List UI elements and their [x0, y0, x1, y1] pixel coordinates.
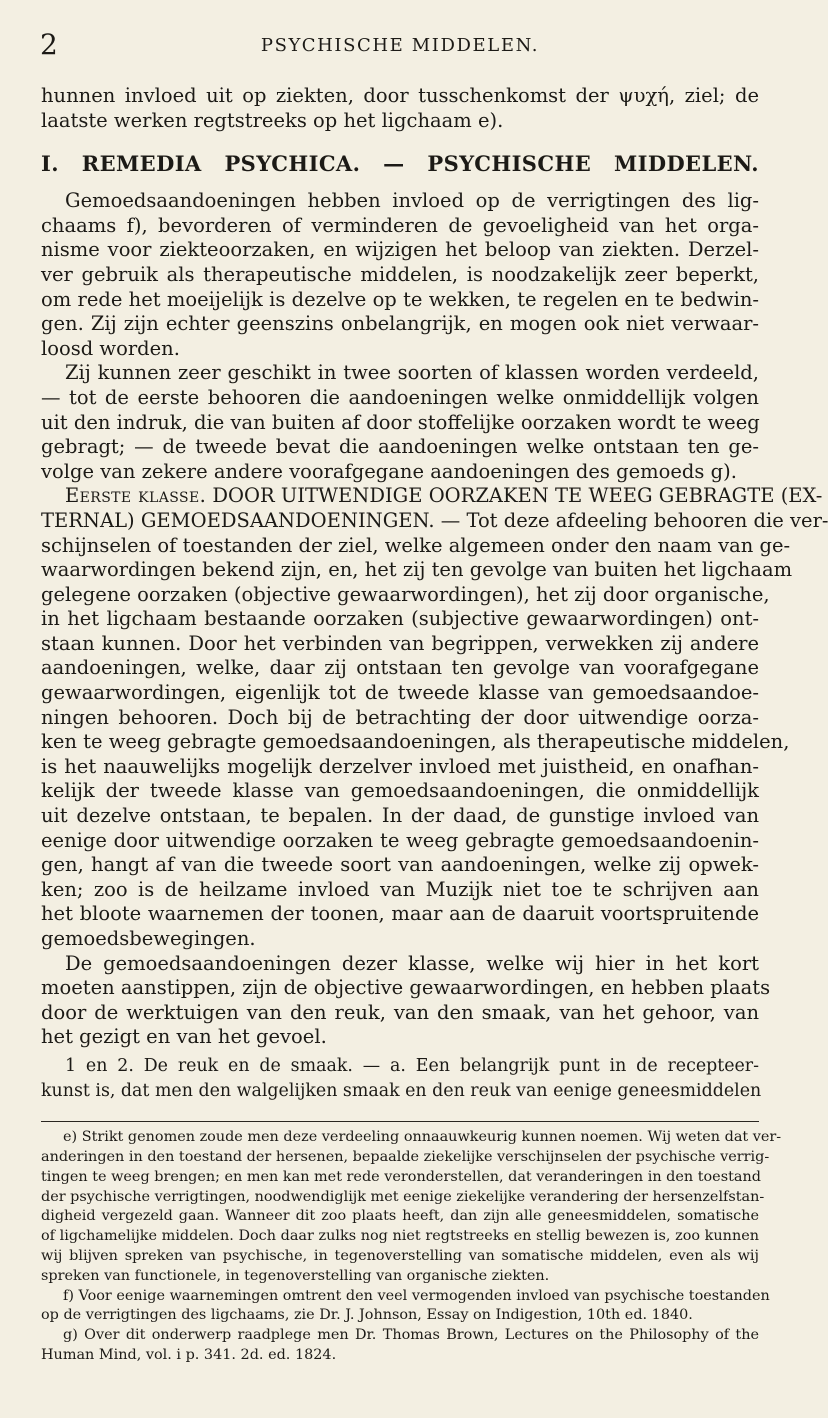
paragraph	[41, 951, 771, 1050]
text-line	[41, 484, 823, 509]
running-title: PSYCHISCHE MIDDELEN.	[260, 35, 540, 56]
text-line: ken te weeg gebragte gemoedsaandoeningen, als therapeutische middelen,	[41, 730, 790, 754]
footnote-line: f) Voor eenige waarnemingen omtrent den veel vermogenden invloed van psychische toestanden	[63, 1287, 770, 1304]
paragraph	[41, 484, 828, 951]
page-body	[41, 84, 828, 1366]
text-line: aandoeningen, welke, daar zij ontstaan ten gevolge van voorafgegane	[41, 656, 759, 680]
footnote-line: der psychische verrigtingen, noodwendiglijk met eenige ziekelijke verandering der hersenzelfstan-	[41, 1188, 765, 1205]
text-line: kunst is, dat men den walgelijken smaak en den reuk van eenige geneesmiddelen	[41, 1080, 762, 1101]
text-line: chaams f), bevorderen of verminderen de gevoeligheid van het orga-	[41, 213, 759, 237]
footnote-g	[41, 1326, 759, 1366]
footnote-line: anderingen in den toestand der hersenen, bepaalde ziekelijke verschijnselen der psychische verrig-	[41, 1148, 770, 1165]
footnote-line: spreken van functionele, in tegenoverstelling van organische ziekten.	[41, 1267, 550, 1284]
paragraph	[41, 189, 759, 361]
text-line: door de werktuigen van den reuk, van den smaak, van het gehoor, van	[41, 1000, 759, 1024]
text-line: waarwordingen bekend zijn, en, het zij ten gevolge van buiten het ligchaam	[41, 558, 793, 582]
text-line: volge van zekere andere voorafgegane aandoeningen des gemoeds g).	[41, 459, 737, 483]
text-line: gewaarwordingen, eigenlijk tot de tweede klasse van gemoedsaandoe-	[41, 681, 759, 705]
paragraph	[41, 1054, 762, 1103]
page-header	[40, 28, 760, 62]
footnote-line: Human Mind, vol. i p. 341. 2d. ed. 1824.	[41, 1346, 337, 1363]
text-line: kelijk der tweede klasse van gemoedsaandoeningen, die onmiddellijk	[41, 779, 759, 803]
text-line: Gemoedsaandoeningen hebben invloed op de verrigtingen des lig-	[65, 189, 759, 213]
paragraph	[41, 361, 759, 484]
footnote-line: op de verrigtingen des ligchaams, zie Dr. J. Johnson, Essay on Indigestion, 10th ed. 1840.	[41, 1307, 693, 1324]
footnote-f	[41, 1287, 770, 1327]
text-line: gebragt; — de tweede bevat die aandoeningen welke ontstaan ten ge-	[41, 435, 759, 459]
text-line: ver gebruik als therapeutische middelen, is noodzakelijk zeer beperkt,	[41, 262, 759, 286]
text-line: het gezigt en van het gevoel.	[41, 1025, 327, 1049]
text-line: gemoedsbewegingen.	[41, 927, 256, 950]
subsection-title: DOOR UITWENDIGE OORZAKEN TE WEEG GEBRAGTE (EX-	[206, 484, 823, 508]
text-line: gelegene oorzaken (objective gewaarwordingen), het zij door organische,	[41, 582, 770, 606]
footnote-line: e) Strikt genomen zoude men deze verdeeling onnaauwkeurig kunnen noemen. Wij weten dat ver-	[63, 1129, 782, 1146]
page-number: 2	[40, 28, 58, 61]
text-line: eenige door uitwendige oorzaken te weeg gebragte gemoedsaandoenin-	[41, 828, 759, 852]
text-line: — tot de eerste behooren die aandoeningen welke onmiddellijk volgen	[41, 385, 759, 409]
text-line: is het naauwelijks mogelijk derzelver invloed met juistheid, en onafhan-	[41, 754, 759, 778]
footnote-separator	[41, 1121, 759, 1122]
text-line: TERNAL) GEMOEDSAANDOENINGEN. — Tot deze afdeeling behooren die ver-	[41, 508, 828, 532]
text-line: De gemoedsaandoeningen dezer klasse, welke wij hier in het kort	[65, 951, 759, 975]
subsection-lead: Eerste klasse.	[65, 484, 207, 508]
section-heading: I. REMEDIA PSYCHICA. — PSYCHISCHE MIDDELEN.	[41, 151, 759, 177]
footnote-line: g) Over dit onderwerp raadplege men Dr. Thomas Brown, Lectures on the Philosophy of the	[63, 1327, 759, 1344]
text-line: 1 en 2. De reuk en de smaak. — a. Een belangrijk punt in de recepteer-	[65, 1055, 759, 1076]
text-line: staan kunnen. Door het verbinden van begrippen, verwekken zij andere	[41, 631, 759, 655]
footnote-line: tingen te weeg brengen; en men kan met rede veronderstellen, dat veranderingen in den toestand	[41, 1168, 761, 1185]
footnote-e	[41, 1128, 782, 1286]
intro-paragraph	[41, 84, 759, 133]
text-line: nisme voor ziekteoorzaken, en wijzigen het beloop van ziekten. Derzel-	[41, 238, 759, 262]
text-line: schijnselen of toestanden der ziel, welke algemeen onder den naam van ge-	[41, 533, 791, 557]
text-line: in het ligchaam bestaande oorzaken (subjective gewaarwordingen) ont-	[41, 607, 759, 631]
text-line: uit den indruk, die van buiten af door stoffelijke oorzaken wordt te weeg	[41, 410, 760, 434]
footnote-line: digheid vergezeld gaan. Wanneer dit zoo plaats heeft, dan zijn alle geneesmiddelen, somatische	[41, 1208, 759, 1225]
footnote-line: of ligchamelijke middelen. Doch daar zulks nog niet regtstreeks en stellig bewezen is, zoo kunnen	[41, 1228, 759, 1245]
text-line: uit dezelve ontstaan, te bepalen. In der daad, de gunstige invloed van	[41, 804, 759, 828]
text-line: Zij kunnen zeer geschikt in twee soorten of klassen worden verdeeld,	[65, 361, 759, 385]
text-line: hunnen invloed uit op ziekten, door tusschenkomst der ψυχή, ziel; de	[41, 84, 759, 107]
text-line: ningen behooren. Doch bij de betrachting der door uitwendige oorza-	[41, 705, 759, 729]
text-line: moeten aanstippen, zijn de objective gewaarwordingen, en hebben plaats	[41, 976, 771, 1000]
text-line: loosd worden.	[41, 336, 180, 360]
text-line: het bloote waarnemen der toonen, maar aan de daaruit voortspruitende	[41, 902, 759, 926]
text-line: om rede het moeijelijk is dezelve op te wekken, te regelen en te bedwin-	[41, 287, 759, 311]
footnote-line: wij blijven spreken van psychische, in tegenoverstelling van somatische middelen, even als wij	[41, 1247, 759, 1264]
text-line: ken; zoo is de heilzame invloed van Muzijk niet toe te schrijven aan	[41, 877, 759, 901]
text-line: laatste werken regtstreeks op het ligchaam e).	[41, 108, 504, 132]
text-line: gen, hangt af van die tweede soort van aandoeningen, welke zij opwek-	[41, 853, 759, 877]
text-line: gen. Zij zijn echter geenszins onbelangrijk, en mogen ook niet verwaar-	[41, 312, 759, 336]
